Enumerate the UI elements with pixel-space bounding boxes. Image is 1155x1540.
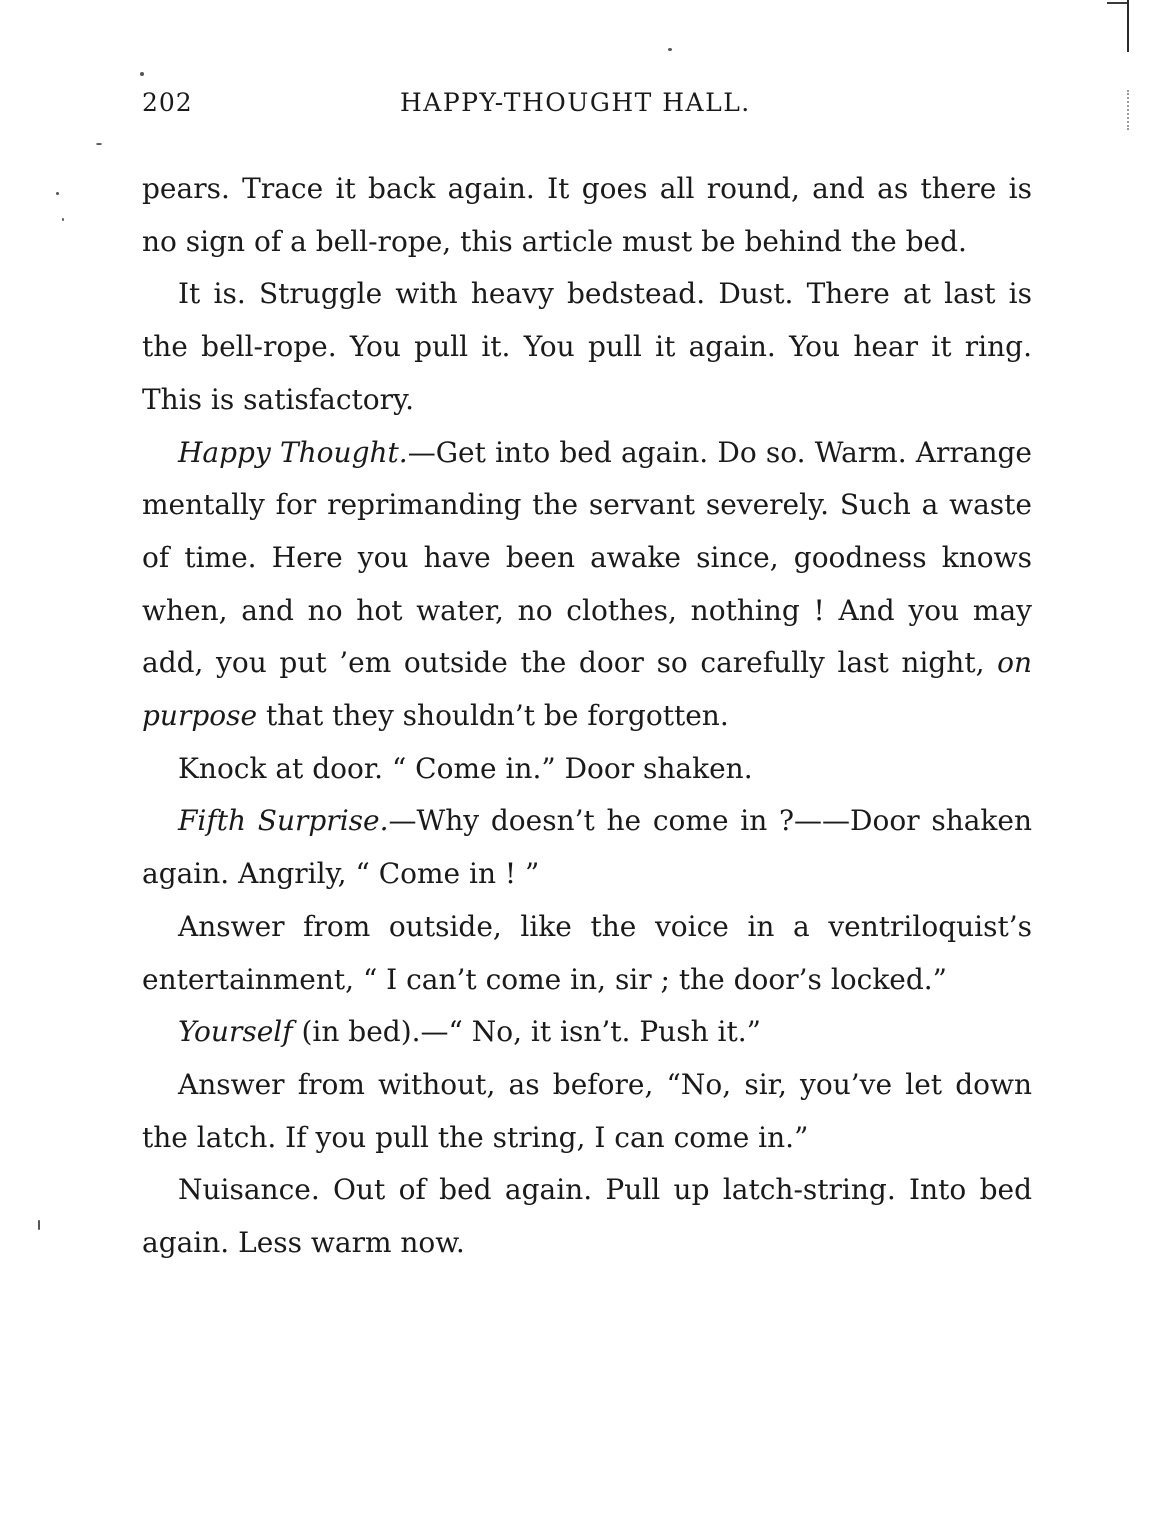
paragraph-text: Nuisance. Out of bed again. Pull up latch-string. Into bed again. Less warm now.	[142, 1173, 1032, 1260]
paragraph	[142, 268, 1032, 426]
paragraph	[142, 795, 1032, 900]
scan-speck	[38, 1220, 40, 1230]
paragraph	[142, 427, 1032, 743]
paragraph	[142, 1164, 1032, 1269]
paragraph-text: (in bed).—“ No, it isn’t. Push it.”	[292, 1015, 761, 1049]
scan-speck	[96, 143, 102, 145]
paragraph-text: Knock at door. “ Come in.” Door shaken.	[178, 751, 753, 785]
scan-speck	[56, 192, 59, 195]
speaker-label: Fifth Surprise.	[178, 804, 389, 838]
body-text	[142, 163, 1032, 1270]
page-number: 202	[142, 88, 193, 117]
paragraph	[142, 901, 1032, 1006]
speaker-label: Happy Thought.	[178, 435, 408, 469]
page-edge-dots	[1127, 90, 1129, 130]
page-edge-line	[1127, 0, 1129, 52]
paragraph-text: pears. Trace it back again. It goes all round, and as there is no sign of a bell-rope, this article must be behind the bed.	[142, 172, 1032, 258]
paragraph-text: —Why doesn’t he come in ?——Door shaken again. Angrily, “ Come in ! ”	[142, 804, 1032, 891]
emphasis-text: on purpose	[142, 646, 1032, 733]
paragraph	[142, 163, 1032, 268]
scan-speck	[668, 48, 672, 51]
running-title: HAPPY-THOUGHT HALL.	[400, 88, 751, 117]
running-header	[142, 88, 1032, 124]
scan-speck	[62, 218, 64, 221]
paragraph-text: —Get into bed again. Do so. Warm. Arrange mentally for reprimanding the servant severely. Such a waste of time. Here you have been awake since, goodness knows when, and no hot water, no clothes, nothing ! And you may add, you put ’em outside the door so carefully last night,	[142, 435, 1032, 680]
scan-speck	[140, 72, 144, 76]
paragraph	[142, 1059, 1032, 1164]
speaker-label: Yourself	[178, 1015, 293, 1049]
paragraph-text-tail: that they shouldn’t be forgotten.	[257, 699, 729, 733]
page-edge-mark	[1107, 2, 1129, 4]
paragraph	[142, 743, 1032, 796]
paragraph-text: Answer from outside, like the voice in a ventriloquist’s entertainment, “ I can’t come in, sir ; the door’s locked.”	[142, 909, 1032, 996]
paragraph	[142, 1006, 1032, 1059]
paragraph-text: Answer from without, as before, “No, sir, you’ve let down the latch. If you pull the string, I can come in.”	[142, 1067, 1032, 1154]
paragraph-text: It is. Struggle with heavy bedstead. Dust. There at last is the bell-rope. You pull it. You pull it again. You hear it ring. This is satisfactory.	[142, 277, 1032, 416]
